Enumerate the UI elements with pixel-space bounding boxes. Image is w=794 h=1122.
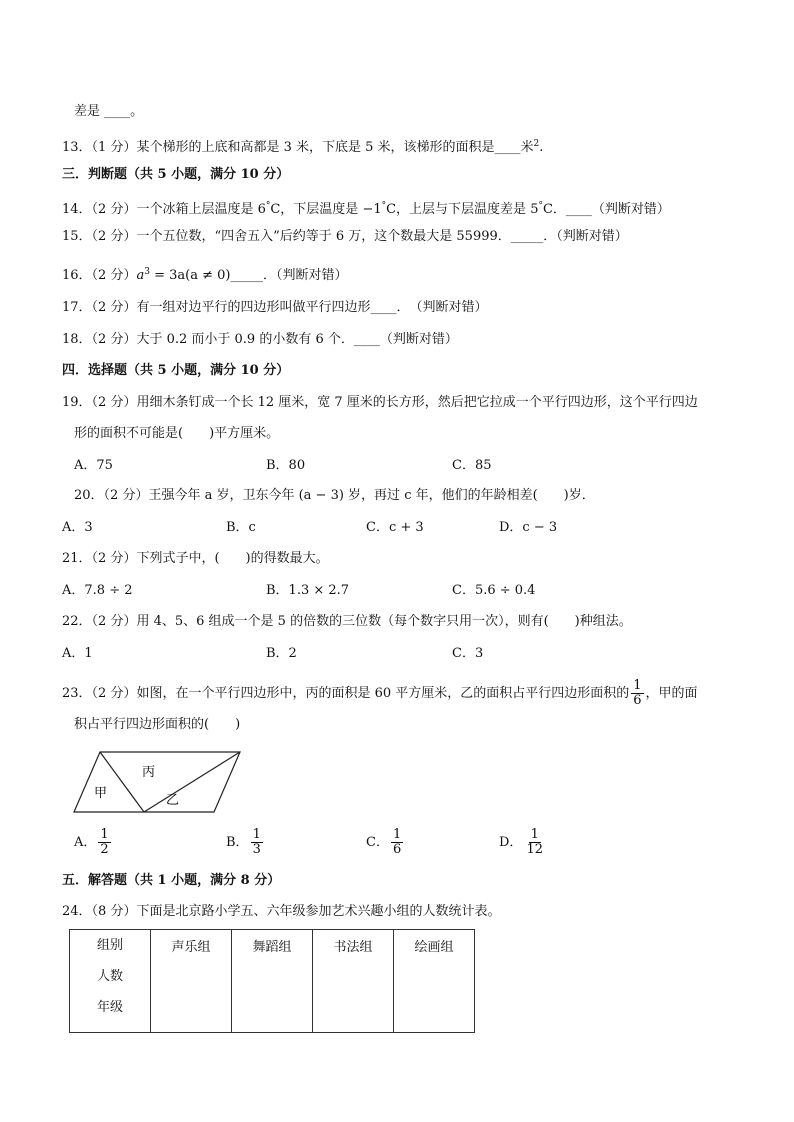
q22-option-b[interactable]: B．2 (266, 646, 297, 661)
q23-fraction: $\frac{1}{6}$ (633, 678, 642, 708)
q19-option-a[interactable]: A．75 (74, 458, 113, 473)
q23-option-c[interactable]: C． $\frac{1}{6}$ (366, 827, 402, 857)
statistics-table (69, 929, 475, 1033)
table-row (70, 930, 475, 1033)
question-19-line1: 19．（2 分）用细木条钉成一个长 12 厘米，宽 7 厘米的长方形，然后把它拉成一个平行四边形，这个平行四边 (62, 395, 698, 410)
divider-line-left (100, 752, 144, 812)
question-21: 21．（2 分）下列式子中，( )的得数最大。 (62, 551, 329, 566)
section-3-title: 三．判断题（共 5 小题，满分 10 分） (62, 167, 290, 182)
q20-option-c[interactable]: C．c + 3 (366, 520, 424, 535)
label-jia: 甲 (94, 786, 108, 801)
q20-option-a[interactable]: A．3 (62, 520, 93, 535)
divider-line-right (144, 752, 240, 812)
q23-option-a[interactable]: A． $\frac{1}{2}$ (74, 827, 109, 857)
q21-option-b[interactable]: B．1.3 × 2.7 (266, 583, 350, 598)
q19-option-c[interactable]: C．85 (452, 458, 492, 473)
question-23-line2: 积占平行四边形面积的( ) (74, 717, 241, 732)
question-18: 18．（2 分）大于 0.2 而小于 0.9 的小数有 6 个．____（判断对错） (62, 332, 458, 347)
question-17: 17．（2 分）有一组对边平行的四边形叫做平行四边形____． （判断对错） (62, 300, 488, 315)
parallelogram-figure (68, 746, 248, 822)
table-corner-cell: 组别 人数 年级 (70, 930, 151, 1033)
q19-option-b[interactable]: B．80 (266, 458, 306, 473)
section-4-title: 四．选择题（共 5 小题，满分 10 分） (62, 363, 290, 378)
question-14: 14．（2 分）一个冰箱上层温度是 6°C，下层温度是 −1°C，上层与下层温度差是 5°C．____（判断对错） (62, 201, 670, 217)
q23-option-d[interactable]: D． $\frac{1}{12}$ (499, 827, 543, 857)
q23-option-b[interactable]: B． $\frac{1}{3}$ (226, 827, 261, 857)
table-header-cell: 舞蹈组 (232, 930, 313, 1033)
q20-option-d[interactable]: D．c − 3 (499, 520, 558, 535)
question-16: 16．（2 分）$a^3 = 3a(a$ ≠ 0)_____．（判断对错） (62, 267, 348, 283)
parallelogram-outline (74, 752, 240, 812)
question-22: 22．（2 分）用 4、5、6 组成一个是 5 的倍数的三位数（每个数字只用一次），则有( )种组法。 (62, 614, 632, 629)
q21-option-c[interactable]: C．5.6 ÷ 0.4 (452, 583, 536, 598)
q20-option-b[interactable]: B．c (226, 520, 256, 535)
question-19-line2: 形的面积不可能是( )平方厘米。 (74, 426, 280, 441)
q21-option-a[interactable]: A．7.8 ÷ 2 (62, 583, 133, 598)
label-bing: 丙 (142, 765, 156, 780)
label-yi: 乙 (166, 793, 180, 808)
question-15: 15．（2 分）一个五位数，“四舍五入”后约等于 6 万，这个数最大是 55999．_____．（判断对错） (62, 229, 628, 244)
question-20: 20．（2 分）王强今年 a 岁，卫东今年 (a − 3) 岁，再过 c 年，他们的年龄相差( )岁． (74, 488, 595, 503)
table-header-cell: 声乐组 (151, 930, 232, 1033)
question-23-line1: 23．（2 分）如图，在一个平行四边形中，丙的面积是 60 平方厘米，乙的面积占平行四边形面积的 $\frac{1}{6}$ ，甲的面 (62, 678, 698, 708)
table-header-cell: 绘画组 (394, 930, 475, 1033)
section-5-title: 五．解答题（共 1 小题，满分 8 分） (62, 873, 281, 888)
q22-option-a[interactable]: A．1 (62, 646, 93, 661)
table-header-cell: 书法组 (313, 930, 394, 1033)
q22-option-c[interactable]: C．3 (452, 646, 484, 661)
question-12-tail: 差是 ____。 (74, 104, 144, 119)
question-13: 13．（1 分）某个梯形的上底和高都是 3 米，下底是 5 米，该梯形的面积是____米$^2$. (62, 139, 544, 155)
question-24: 24．（8 分）下面是北京路小学五、六年级参加艺术兴趣小组的人数统计表。 (62, 904, 501, 919)
